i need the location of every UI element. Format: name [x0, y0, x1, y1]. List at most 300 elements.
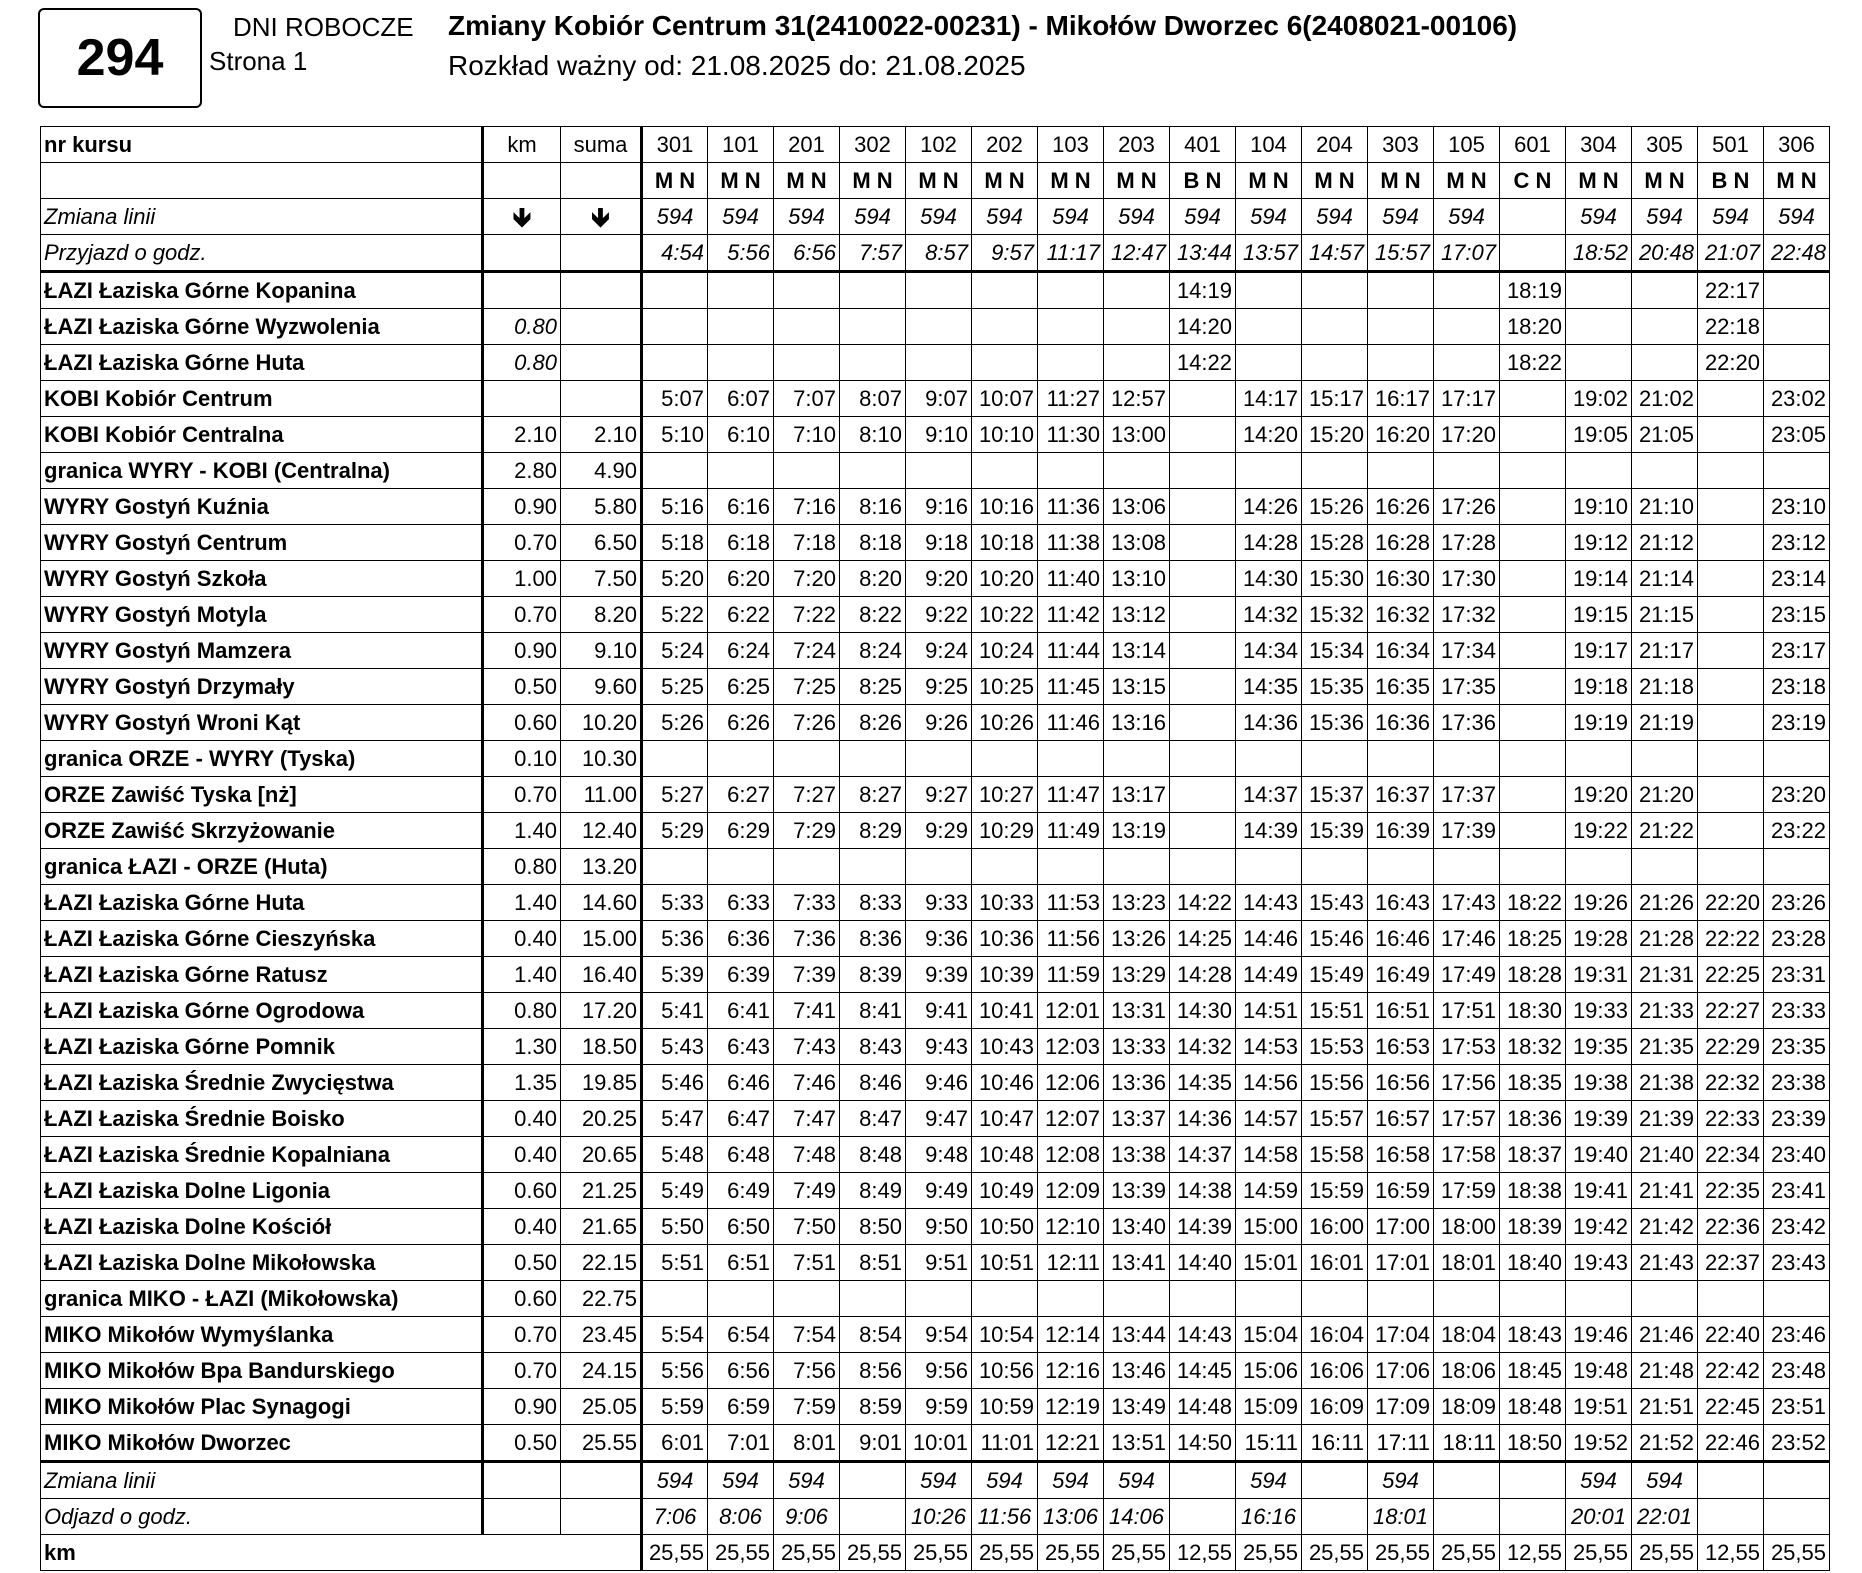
departure-time-cell: 14:30	[1170, 993, 1236, 1029]
departure-time-cell	[1302, 272, 1368, 309]
departure-time-cell: 17:17	[1434, 381, 1500, 417]
departure-time-cell: 5:48	[642, 1137, 708, 1173]
departure-time-cell: 19:19	[1566, 705, 1632, 741]
departure-time-cell: 16:32	[1368, 597, 1434, 633]
departure-time-cell: 18:48	[1500, 1389, 1566, 1425]
departure-time-cell: 5:10	[642, 417, 708, 453]
departure-time-cell: 14:56	[1236, 1065, 1302, 1101]
departure-time-cell: 17:30	[1434, 561, 1500, 597]
departure-time-cell	[1302, 741, 1368, 777]
departure-time-cell: 16:11	[1302, 1425, 1368, 1462]
departure-time-cell: 21:18	[1632, 669, 1698, 705]
km-total: 25,55	[642, 1535, 708, 1571]
stop-suma: 17.20	[561, 993, 642, 1029]
departure-time-cell: 16:00	[1302, 1209, 1368, 1245]
stop-km: 0.80	[483, 993, 561, 1029]
departure-time-cell: 6:47	[708, 1101, 774, 1137]
departure-time-cell: 15:49	[1302, 957, 1368, 993]
departure-time-cell: 16:26	[1368, 489, 1434, 525]
departure-time-cell: 19:41	[1566, 1173, 1632, 1209]
departure-time-cell: 14:19	[1170, 272, 1236, 309]
stop-name: granica MIKO - ŁAZI (Mikołowska)	[41, 1281, 483, 1317]
departure-time-cell	[1038, 345, 1104, 381]
departure-time-cell	[1566, 272, 1632, 309]
suma-arrow-cell	[561, 199, 642, 235]
departure-time-cell: 10:20	[972, 561, 1038, 597]
departure-time-cell: 8:26	[840, 705, 906, 741]
departure-time-cell: 15:46	[1302, 921, 1368, 957]
arrival-time: 7:57	[840, 235, 906, 272]
stop-row	[41, 525, 1830, 561]
departure-time-cell: 19:20	[1566, 777, 1632, 813]
departure-time-cell: 9:29	[906, 813, 972, 849]
departure-time-cell: 9:10	[906, 417, 972, 453]
line-number-box	[38, 8, 202, 108]
stop-row	[41, 417, 1830, 453]
departure-time-cell: 18:00	[1434, 1209, 1500, 1245]
departure-time-cell: 16:51	[1368, 993, 1434, 1029]
stop-name: ŁAZI Łaziska Średnie Boisko	[41, 1101, 483, 1137]
change-line-bottom-value	[840, 1462, 906, 1499]
departure-time-cell: 10:25	[972, 669, 1038, 705]
departure-time-cell: 14:43	[1236, 885, 1302, 921]
departure-time-cell: 13:39	[1104, 1173, 1170, 1209]
departure-time-cell	[840, 309, 906, 345]
departure-time-cell: 15:56	[1302, 1065, 1368, 1101]
departure-time-cell: 13:12	[1104, 597, 1170, 633]
departure-time-cell	[774, 849, 840, 885]
km-total: 25,55	[1566, 1535, 1632, 1571]
stop-name: ORZE Zawiść Tyska [nż]	[41, 777, 483, 813]
stop-name: ŁAZI Łaziska Średnie Zwycięstwa	[41, 1065, 483, 1101]
departure-time-cell: 19:43	[1566, 1245, 1632, 1281]
departure-time	[1698, 1499, 1764, 1535]
departure-time-cell: 8:48	[840, 1137, 906, 1173]
departure-time-cell: 16:37	[1368, 777, 1434, 813]
departure-time-cell: 14:39	[1170, 1209, 1236, 1245]
empty-cell	[483, 1499, 561, 1535]
departure-time-cell	[774, 1281, 840, 1317]
departure-time-cell: 13:31	[1104, 993, 1170, 1029]
departure-time-cell: 21:42	[1632, 1209, 1698, 1245]
departure-time-cell	[1500, 417, 1566, 453]
stop-suma: 5.80	[561, 489, 642, 525]
departure-time-cell	[1500, 597, 1566, 633]
departure-time-cell	[708, 741, 774, 777]
change-line-bottom-value: 594	[1566, 1462, 1632, 1499]
stop-name: WYRY Gostyń Kuźnia	[41, 489, 483, 525]
course-code: M N	[1236, 163, 1302, 199]
arrival-time	[1500, 235, 1566, 272]
course-number: 304	[1566, 127, 1632, 163]
departure-time-cell: 7:27	[774, 777, 840, 813]
departure-time-cell	[972, 453, 1038, 489]
departure-time-cell: 14:46	[1236, 921, 1302, 957]
arrival-time: 5:56	[708, 235, 774, 272]
stop-suma: 20.65	[561, 1137, 642, 1173]
departure-time-cell: 16:04	[1302, 1317, 1368, 1353]
stop-km: 0.50	[483, 1425, 561, 1462]
departure-time-cell: 13:19	[1104, 813, 1170, 849]
departure-time-cell	[840, 453, 906, 489]
departure-time-cell	[1500, 561, 1566, 597]
departure-time-cell: 6:59	[708, 1389, 774, 1425]
departure-time-cell: 5:54	[642, 1317, 708, 1353]
km-total-row	[41, 1535, 1830, 1571]
departure-time-cell: 6:54	[708, 1317, 774, 1353]
arrow-down-icon: 🡻	[512, 201, 532, 232]
departure-time-cell: 15:32	[1302, 597, 1368, 633]
departure-time-cell	[972, 849, 1038, 885]
departure-time-cell	[1170, 741, 1236, 777]
km-total: 25,55	[840, 1535, 906, 1571]
departure-time-cell	[1170, 489, 1236, 525]
departure-time-cell: 15:53	[1302, 1029, 1368, 1065]
departure-time-cell: 21:05	[1632, 417, 1698, 453]
departure-time-cell	[1302, 345, 1368, 381]
departure-time-cell: 19:51	[1566, 1389, 1632, 1425]
stop-suma	[561, 345, 642, 381]
course-code-row	[41, 163, 1830, 199]
departure-time-cell	[1434, 741, 1500, 777]
stop-km: 2.80	[483, 453, 561, 489]
departure-time-cell: 18:01	[1434, 1245, 1500, 1281]
departure-time-cell: 21:38	[1632, 1065, 1698, 1101]
departure-label: Odjazd o godz.	[41, 1499, 483, 1535]
departure-time-cell	[906, 272, 972, 309]
departure-time-cell: 19:46	[1566, 1317, 1632, 1353]
departure-time-cell: 19:52	[1566, 1425, 1632, 1462]
departure-time-cell: 13:23	[1104, 885, 1170, 921]
stop-km	[483, 272, 561, 309]
departure-time-cell	[1236, 453, 1302, 489]
departure-time-cell	[972, 309, 1038, 345]
departure-time-cell	[1170, 525, 1236, 561]
course-code: M N	[774, 163, 840, 199]
departure-time-cell: 14:43	[1170, 1317, 1236, 1353]
departure-time-cell	[1566, 309, 1632, 345]
day-type: DNI ROBOCZE	[233, 12, 414, 42]
departure-time-cell: 7:24	[774, 633, 840, 669]
departure-time-cell	[906, 849, 972, 885]
stop-name: WYRY Gostyń Mamzera	[41, 633, 483, 669]
stop-name: ŁAZI Łaziska Dolne Ligonia	[41, 1173, 483, 1209]
departure-time-cell: 16:39	[1368, 813, 1434, 849]
departure-time-cell: 14:26	[1236, 489, 1302, 525]
change-line-bottom-value: 594	[1038, 1462, 1104, 1499]
stop-row	[41, 272, 1830, 309]
course-number: 501	[1698, 127, 1764, 163]
stop-name: granica WYRY - KOBI (Centralna)	[41, 453, 483, 489]
departure-time-cell: 22:29	[1698, 1029, 1764, 1065]
departure-time-cell: 6:10	[708, 417, 774, 453]
course-label: nr kursu	[41, 127, 483, 163]
departure-time-cell: 16:56	[1368, 1065, 1434, 1101]
stop-km: 0.40	[483, 1137, 561, 1173]
course-number: 203	[1104, 127, 1170, 163]
stop-km: 1.40	[483, 885, 561, 921]
departure-time-cell: 15:17	[1302, 381, 1368, 417]
stop-name: ŁAZI Łaziska Górne Wyzwolenia	[41, 309, 483, 345]
departure-time-cell: 5:36	[642, 921, 708, 957]
departure-time-cell	[1434, 849, 1500, 885]
departure-time-cell	[642, 741, 708, 777]
course-code: M N	[840, 163, 906, 199]
stop-suma: 24.15	[561, 1353, 642, 1389]
departure-time-cell	[1434, 453, 1500, 489]
stop-suma: 18.50	[561, 1029, 642, 1065]
stop-row	[41, 453, 1830, 489]
departure-time-cell	[1368, 849, 1434, 885]
stop-km: 0.90	[483, 633, 561, 669]
course-code: M N	[642, 163, 708, 199]
departure-time-cell: 11:36	[1038, 489, 1104, 525]
page-title: Zmiany Kobiór Centrum 31(2410022-00231) - Mikołów Dworzec 6(2408021-00106)	[448, 10, 1518, 41]
stop-suma: 16.40	[561, 957, 642, 993]
departure-time: 13:06	[1038, 1499, 1104, 1535]
departure-time-cell: 17:36	[1434, 705, 1500, 741]
departure-time-cell	[1566, 345, 1632, 381]
departure-time-cell	[774, 345, 840, 381]
line-number: 294	[76, 29, 164, 87]
stop-name: ŁAZI Łaziska Górne Huta	[41, 885, 483, 921]
change-line-bottom-label: Zmiana linii	[41, 1462, 483, 1499]
departure-time-cell	[1434, 272, 1500, 309]
departure-time-cell: 21:17	[1632, 633, 1698, 669]
course-code: M N	[1038, 163, 1104, 199]
departure-time-cell: 6:27	[708, 777, 774, 813]
departure-time-cell: 21:26	[1632, 885, 1698, 921]
departure-time-cell	[1764, 272, 1830, 309]
departure-time-cell: 21:35	[1632, 1029, 1698, 1065]
departure-time-cell: 9:26	[906, 705, 972, 741]
departure-time-cell	[1566, 741, 1632, 777]
departure-time-cell	[1104, 1281, 1170, 1317]
change-line-value: 594	[1302, 199, 1368, 235]
departure-time-cell: 14:17	[1236, 381, 1302, 417]
stop-suma: 12.40	[561, 813, 642, 849]
departure-time-cell: 13:40	[1104, 1209, 1170, 1245]
departure-time-cell: 5:18	[642, 525, 708, 561]
departure-time-cell: 12:14	[1038, 1317, 1104, 1353]
departure-time-cell: 14:53	[1236, 1029, 1302, 1065]
departure-time-cell	[1698, 381, 1764, 417]
departure-time-cell: 13:33	[1104, 1029, 1170, 1065]
course-code: M N	[708, 163, 774, 199]
departure-time-cell	[1698, 633, 1764, 669]
change-line-value: 594	[1764, 199, 1830, 235]
departure-time-cell	[1434, 1281, 1500, 1317]
departure-time-cell: 23:22	[1764, 813, 1830, 849]
departure-time-cell: 19:22	[1566, 813, 1632, 849]
departure-time-cell: 5:29	[642, 813, 708, 849]
departure-time-cell	[1698, 741, 1764, 777]
departure-time-cell	[1500, 489, 1566, 525]
departure-time-cell: 13:41	[1104, 1245, 1170, 1281]
departure-time-cell	[1038, 272, 1104, 309]
stop-km: 2.10	[483, 417, 561, 453]
departure-time-cell: 7:36	[774, 921, 840, 957]
departure-time-cell: 10:56	[972, 1353, 1038, 1389]
departure-time-cell: 13:38	[1104, 1137, 1170, 1173]
departure-time-cell	[1104, 849, 1170, 885]
departure-time-cell: 7:46	[774, 1065, 840, 1101]
departure-time-cell: 13:08	[1104, 525, 1170, 561]
departure-time-cell: 9:07	[906, 381, 972, 417]
departure-time-cell	[972, 1281, 1038, 1317]
departure-time-cell: 14:36	[1236, 705, 1302, 741]
departure-time-cell: 23:14	[1764, 561, 1830, 597]
departure-time-cell: 5:07	[642, 381, 708, 417]
departure-time-cell: 15:59	[1302, 1173, 1368, 1209]
departure-time-cell: 17:20	[1434, 417, 1500, 453]
departure-time-cell: 16:36	[1368, 705, 1434, 741]
stop-row	[41, 597, 1830, 633]
departure-time-cell: 15:57	[1302, 1101, 1368, 1137]
stop-name: ŁAZI Łaziska Górne Huta	[41, 345, 483, 381]
km-total: 25,55	[708, 1535, 774, 1571]
arrival-time: 21:07	[1698, 235, 1764, 272]
departure-time-cell: 21:41	[1632, 1173, 1698, 1209]
stop-km: 1.30	[483, 1029, 561, 1065]
departure-time-cell: 7:22	[774, 597, 840, 633]
stop-row	[41, 1245, 1830, 1281]
departure-time-cell: 15:34	[1302, 633, 1368, 669]
departure-time-cell	[1302, 453, 1368, 489]
departure-time-cell	[1764, 453, 1830, 489]
departure-time-cell	[1038, 849, 1104, 885]
departure-time-cell: 13:44	[1104, 1317, 1170, 1353]
departure-time-cell: 15:39	[1302, 813, 1368, 849]
course-number: 301	[642, 127, 708, 163]
stop-row	[41, 957, 1830, 993]
validity-period: Rozkład ważny od: 21.08.2025 do: 21.08.2025	[448, 50, 1026, 81]
stop-suma: 25.55	[561, 1425, 642, 1462]
departure-time-cell	[1368, 345, 1434, 381]
km-header: km	[483, 127, 561, 163]
departure-time-cell	[708, 453, 774, 489]
stop-km: 0.70	[483, 1317, 561, 1353]
departure-time-cell: 17:51	[1434, 993, 1500, 1029]
course-number: 104	[1236, 127, 1302, 163]
km-total: 25,55	[1302, 1535, 1368, 1571]
departure-time-cell: 10:24	[972, 633, 1038, 669]
departure-time-cell	[1500, 381, 1566, 417]
arrival-time: 6:56	[774, 235, 840, 272]
stop-row	[41, 813, 1830, 849]
departure-time-cell: 18:45	[1500, 1353, 1566, 1389]
change-line-value: 594	[1434, 199, 1500, 235]
stop-km	[483, 381, 561, 417]
departure-time-cell	[1698, 417, 1764, 453]
departure-time-cell: 13:36	[1104, 1065, 1170, 1101]
departure-time-cell: 15:28	[1302, 525, 1368, 561]
departure-time-cell: 18:40	[1500, 1245, 1566, 1281]
departure-time-cell: 21:48	[1632, 1353, 1698, 1389]
departure-time-cell: 17:04	[1368, 1317, 1434, 1353]
departure-time-cell: 10:49	[972, 1173, 1038, 1209]
departure-time-cell: 9:51	[906, 1245, 972, 1281]
departure-time-cell: 5:47	[642, 1101, 708, 1137]
stop-name: MIKO Mikołów Wymyślanka	[41, 1317, 483, 1353]
departure-time-cell	[1500, 813, 1566, 849]
arrival-time: 14:57	[1302, 235, 1368, 272]
departure-time-cell: 19:14	[1566, 561, 1632, 597]
change-line-value	[1500, 199, 1566, 235]
departure-time-cell: 6:33	[708, 885, 774, 921]
stop-name: ŁAZI Łaziska Dolne Kościół	[41, 1209, 483, 1245]
departure-time-cell: 18:11	[1434, 1425, 1500, 1462]
stop-km: 0.40	[483, 1101, 561, 1137]
departure-time-cell: 22:33	[1698, 1101, 1764, 1137]
stop-suma: 8.20	[561, 597, 642, 633]
departure-time-cell	[1698, 453, 1764, 489]
departure-time-cell: 13:51	[1104, 1425, 1170, 1462]
departure-time-cell: 17:11	[1368, 1425, 1434, 1462]
km-total: 12,55	[1170, 1535, 1236, 1571]
stop-suma: 6.50	[561, 525, 642, 561]
departure-time-cell: 7:51	[774, 1245, 840, 1281]
departure-time-cell	[774, 453, 840, 489]
departure-time-cell: 19:35	[1566, 1029, 1632, 1065]
departure-time-cell	[1104, 309, 1170, 345]
departure-time-cell	[906, 453, 972, 489]
departure-time-cell	[840, 1281, 906, 1317]
stop-name: ŁAZI Łaziska Dolne Mikołowska	[41, 1245, 483, 1281]
departure-time-cell	[1698, 1281, 1764, 1317]
departure-time-cell: 17:26	[1434, 489, 1500, 525]
departure-time-cell: 18:36	[1500, 1101, 1566, 1137]
course-number: 401	[1170, 127, 1236, 163]
departure-time-cell: 17:46	[1434, 921, 1500, 957]
departure-time-cell: 14:32	[1236, 597, 1302, 633]
departure-time-cell: 13:17	[1104, 777, 1170, 813]
stop-km: 0.40	[483, 1209, 561, 1245]
departure-time-cell: 17:32	[1434, 597, 1500, 633]
departure-time-cell: 11:42	[1038, 597, 1104, 633]
departure-time-cell: 17:09	[1368, 1389, 1434, 1425]
departure-time-cell: 8:43	[840, 1029, 906, 1065]
departure-time-cell: 17:49	[1434, 957, 1500, 993]
departure-time-cell: 14:20	[1236, 417, 1302, 453]
stop-suma: 21.25	[561, 1173, 642, 1209]
departure-time-cell: 23:19	[1764, 705, 1830, 741]
departure-time-cell	[1368, 309, 1434, 345]
departure-time-cell	[708, 345, 774, 381]
departure-time-cell: 7:39	[774, 957, 840, 993]
departure-time-cell: 21:43	[1632, 1245, 1698, 1281]
stop-row	[41, 777, 1830, 813]
departure-time-cell: 15:06	[1236, 1353, 1302, 1389]
departure-time-cell: 21:12	[1632, 525, 1698, 561]
change-line-bottom-value	[1500, 1462, 1566, 1499]
departure-time-cell	[906, 309, 972, 345]
departure-time-cell: 9:48	[906, 1137, 972, 1173]
departure-time: 9:06	[774, 1499, 840, 1535]
course-number: 601	[1500, 127, 1566, 163]
departure-time-cell	[1104, 272, 1170, 309]
departure-time-cell	[1698, 849, 1764, 885]
stop-row	[41, 381, 1830, 417]
arrival-row	[41, 235, 1830, 272]
departure-time-cell: 5:50	[642, 1209, 708, 1245]
change-line-bottom-value: 594	[1236, 1462, 1302, 1499]
departure-time-cell: 11:40	[1038, 561, 1104, 597]
departure-time-cell: 14:34	[1236, 633, 1302, 669]
departure-time-cell: 6:26	[708, 705, 774, 741]
departure-time-cell: 16:06	[1302, 1353, 1368, 1389]
course-number: 102	[906, 127, 972, 163]
